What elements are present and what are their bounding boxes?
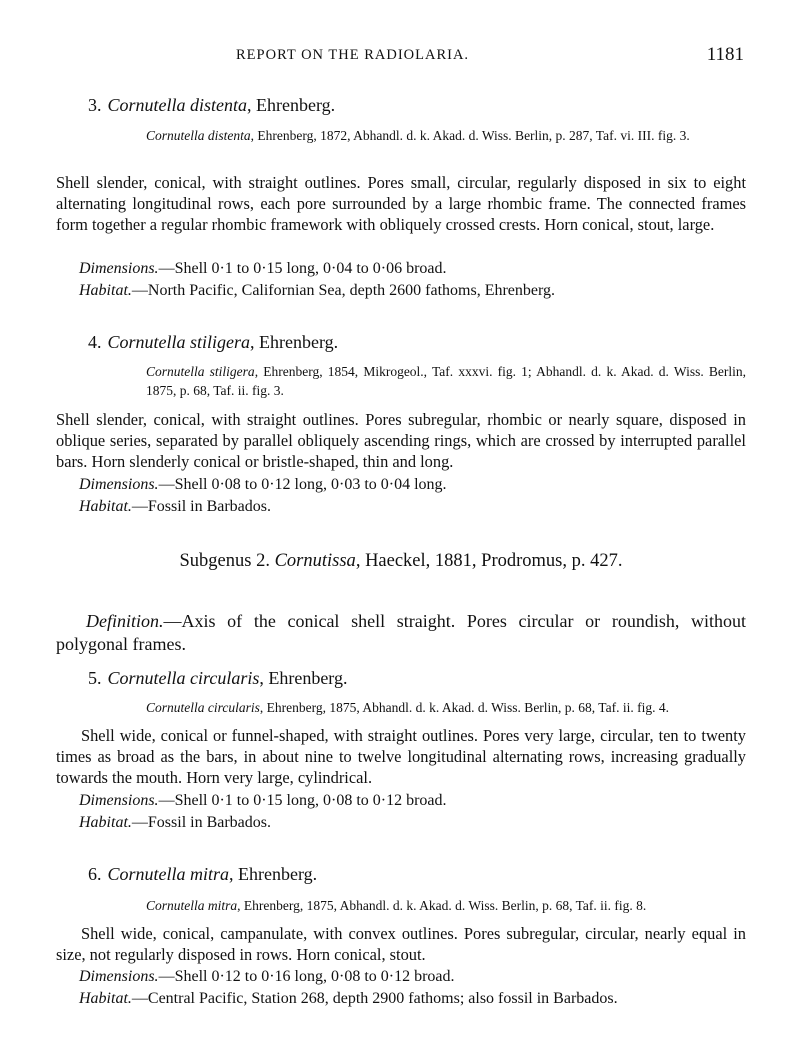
habitat-text: —North Pacific, Californian Sea, depth 2600 fathoms, Ehrenberg. — [131, 282, 556, 299]
species-description — [56, 725, 746, 788]
reference-species: Cornutella distenta — [146, 128, 251, 143]
species-heading — [56, 94, 746, 116]
dimensions-label: Dimensions. — [79, 792, 159, 809]
species-number: 5. — [88, 668, 102, 688]
reference-text: , Ehrenberg, 1872, Abhandl. d. k. Akad. d. Wiss. Berlin, p. 287, Taf. vi. III. fig. 3. — [250, 128, 690, 143]
species-name: Cornutella distenta — [107, 95, 247, 115]
description-text: Shell wide, conical or funnel-shaped, with straight outlines. Pores very large, circular, ten to twenty times as broad as the bars, in about nine to twelve longitudinal alternating rows, increasing gradually towards the mouth. Horn very large, cylindrical. — [56, 726, 746, 787]
reference-text: , Ehrenberg, 1875, Abhandl. d. k. Akad. d. Wiss. Berlin, p. 68, Taf. ii. fig. 4. — [259, 700, 669, 715]
species-authority: , Ehrenberg. — [247, 95, 336, 115]
bibliographic-reference — [146, 896, 746, 915]
bibliographic-reference — [146, 126, 746, 145]
subgenus-prefix: Subgenus 2. — [179, 551, 275, 571]
habitat-text: —Central Pacific, Station 268, depth 2900 fathoms; also fossil in Barbados. — [131, 990, 618, 1007]
species-heading — [56, 331, 746, 353]
reference-species: Cornutella circularis — [146, 700, 260, 715]
description-text: Shell slender, conical, with straight outlines. Pores small, circular, regularly disposed in six to eight alternating longitudinal rows, each pore surrounded by a large rhombic frame. The connected frames form together a regular rhombic framework with obliquely crossed crests. Horn conical, stout, large. — [56, 173, 746, 234]
species-habitat — [56, 496, 746, 517]
habitat-text: —Fossil in Barbados. — [131, 814, 272, 831]
species-heading — [56, 667, 746, 689]
bibliographic-reference — [146, 698, 746, 717]
dimensions-text: —Shell 0·1 to 0·15 long, 0·04 to 0·06 broad. — [158, 260, 447, 277]
subgenus-definition — [56, 592, 746, 674]
species-authority: , Ehrenberg. — [250, 332, 339, 352]
bibliographic-reference — [146, 362, 746, 400]
species-number: 3. — [88, 95, 102, 115]
subgenus-heading — [56, 551, 746, 572]
description-text: Shell wide, conical, campanulate, with convex outlines. Pores subregular, circular, nearly equal in size, not regularly disposed in rows. Horn conical, stout. — [56, 924, 746, 964]
species-description — [56, 923, 746, 965]
dimensions-label: Dimensions. — [79, 968, 159, 985]
habitat-label: Habitat. — [79, 498, 132, 515]
species-authority: , Ehrenberg. — [229, 864, 318, 884]
running-title: REPORT ON THE RADIOLARIA. — [236, 47, 470, 63]
reference-text: , Ehrenberg, 1854, Mikrogeol., Taf. xxxvi. fig. 1; Abhandl. d. k. Akad. d. Wiss. Berlin, 1875, p. 68, Taf. ii. fig. 3. — [146, 364, 746, 398]
species-habitat — [56, 280, 746, 301]
species-dimensions — [56, 966, 746, 987]
running-header — [0, 44, 800, 70]
species-dimensions — [56, 258, 746, 279]
species-dimensions — [56, 790, 746, 811]
species-number: 6. — [88, 864, 102, 884]
species-habitat — [56, 988, 746, 1009]
species-heading — [56, 863, 746, 885]
definition-label: Definition. — [86, 611, 164, 631]
species-description — [56, 409, 746, 472]
subgenus-name: Cornutissa — [274, 551, 356, 571]
species-authority: , Ehrenberg. — [259, 668, 348, 688]
species-name: Cornutella stiligera — [107, 332, 251, 352]
habitat-text: —Fossil in Barbados. — [131, 498, 272, 515]
dimensions-label: Dimensions. — [79, 260, 159, 277]
habitat-label: Habitat. — [79, 814, 132, 831]
species-name: Cornutella circularis — [107, 668, 260, 688]
dimensions-label: Dimensions. — [79, 476, 159, 493]
description-text: Shell slender, conical, with straight outlines. Pores subregular, rhombic or nearly square, disposed in oblique series, separated by parallel obliquely ascending rings, which are crossed by interrupted parallel bars. Horn slenderly conical or bristle-shaped, thin and long. — [56, 410, 746, 471]
habitat-label: Habitat. — [79, 282, 132, 299]
species-dimensions — [56, 474, 746, 495]
subgenus-suffix: , Haeckel, 1881, Prodromus, p. 427. — [355, 551, 623, 571]
dimensions-text: —Shell 0·12 to 0·16 long, 0·08 to 0·12 broad. — [158, 968, 455, 985]
species-number: 4. — [88, 332, 102, 352]
reference-species: Cornutella stiligera — [146, 364, 255, 379]
species-habitat — [56, 812, 746, 833]
species-description — [56, 172, 746, 235]
reference-text: , Ehrenberg, 1875, Abhandl. d. k. Akad. d. Wiss. Berlin, p. 68, Taf. ii. fig. 8. — [237, 898, 647, 913]
page-number: 1181 — [706, 44, 744, 65]
definition-text: —Axis of the conical shell straight. Pores circular or roundish, without polygonal frames. — [56, 611, 746, 654]
habitat-label: Habitat. — [79, 990, 132, 1007]
dimensions-text: —Shell 0·08 to 0·12 long, 0·03 to 0·04 long. — [158, 476, 447, 493]
species-name: Cornutella mitra — [107, 864, 230, 884]
dimensions-text: —Shell 0·1 to 0·15 long, 0·08 to 0·12 broad. — [158, 792, 447, 809]
reference-species: Cornutella mitra — [146, 898, 238, 913]
